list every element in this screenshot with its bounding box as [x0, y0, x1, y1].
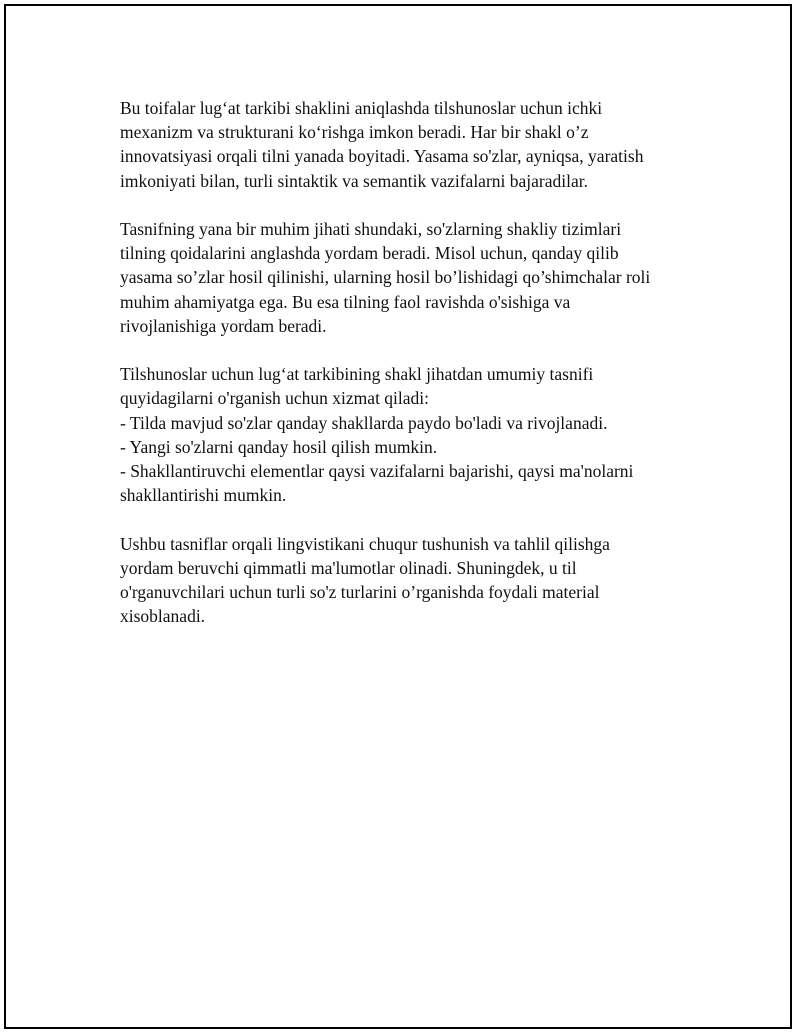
- text-line: yordam beruvchi qimmatli ma'lumotlar olinadi. Shuningdek, u til: [120, 557, 577, 578]
- text-line: imkoniyati bilan, turli sintaktik va semantik vazifalarni bajaradilar.: [120, 170, 588, 191]
- text-line: xisoblanadi.: [120, 606, 206, 627]
- list-item: - Yangi so'zlarni qanday hosil qilish mumkin.: [120, 436, 438, 457]
- text-line: o'rganuvchilari uchun turli so'z turlarini o’rganishda foydali material: [120, 582, 600, 603]
- text-line: Ushbu tasniflar orqali lingvistikani chuqur tushunish va tahlil qilishga: [120, 533, 610, 554]
- paragraph-3: [120, 362, 690, 507]
- document-body: [120, 96, 690, 653]
- text-line: rivojlanishiga yordam beradi.: [120, 315, 327, 336]
- text-line: Tilshunoslar uchun lug‘at tarkibining shakl jihatdan umumiy tasnifi: [120, 364, 594, 385]
- text-line: quyidagilarni o'rganish uchun xizmat qiladi:: [120, 388, 430, 409]
- paragraph-4: [120, 532, 690, 629]
- text-line: innovatsiyasi orqali tilni yanada boyitadi. Yasama so'zlar, ayniqsa, yaratish: [120, 146, 644, 167]
- text-line: muhim ahamiyatga ega. Bu esa tilning faol ravishda o'sishiga va: [120, 291, 571, 312]
- list-item: - Shakllantiruvchi elementlar qaysi vazifalarni bajarishi, qaysi ma'nolarni: [120, 461, 634, 482]
- list-item: - Tilda mavjud so'zlar qanday shakllarda paydo bo'ladi va rivojlanadi.: [120, 412, 608, 433]
- text-line: Bu toifalar lug‘at tarkibi shaklini aniqlashda tilshunoslar uchun ichki: [120, 98, 603, 118]
- paragraph-2: [120, 217, 690, 338]
- text-line: shakllantirishi mumkin.: [120, 485, 287, 506]
- text-line: mexanizm va strukturani ko‘rishga imkon beradi. Har bir shakl o’z: [120, 122, 589, 143]
- document-page: [4, 4, 792, 1029]
- text-line: tilning qoidalarini anglashda yordam beradi. Misol uchun, qanday qilib: [120, 243, 619, 264]
- paragraph-1: [120, 96, 690, 193]
- text-line: yasama so’zlar hosil qilinishi, ularning hosil bo’lishidagi qo’shimchalar roli: [120, 267, 651, 288]
- text-line: Tasnifning yana bir muhim jihati shundaki, so'zlarning shakliy tizimlari: [120, 219, 622, 239]
